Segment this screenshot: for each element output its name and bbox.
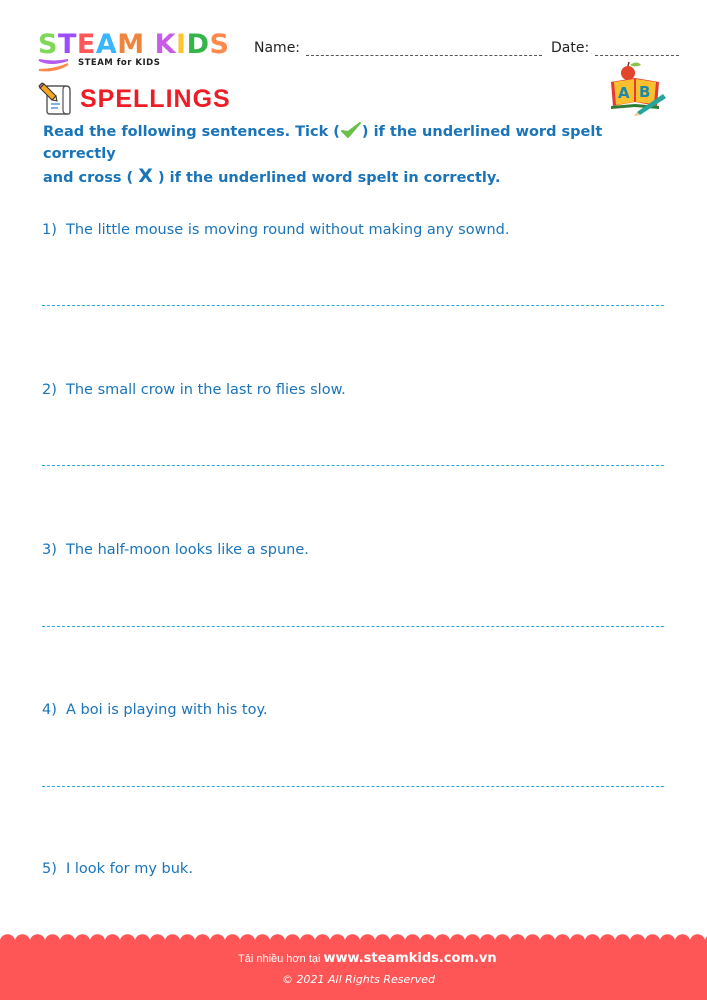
svg-text:A: A <box>618 84 630 102</box>
question-number: 4) <box>42 702 57 718</box>
apple-book-icon <box>607 60 667 116</box>
logo-letter: S <box>38 29 58 60</box>
question-text: The half-moon looks like a spune. <box>66 542 309 558</box>
scalloped-edge <box>0 932 707 942</box>
logo-wordmark <box>38 31 229 59</box>
checkmark-icon <box>340 121 362 139</box>
pencil-paper-icon <box>38 82 72 116</box>
logo-letter: D <box>186 29 210 60</box>
question-number: 2) <box>42 382 57 398</box>
question-2 <box>42 382 346 398</box>
instructions <box>43 121 673 189</box>
instructions-text-1: Read the following sentences. Tick ( <box>43 124 340 140</box>
answer-line-1[interactable] <box>42 305 664 306</box>
question-text: The little mouse is moving round without making any sownd. <box>66 222 510 238</box>
question-text: A boi is playing with his toy. <box>66 702 268 718</box>
logo-letter: K <box>154 29 177 60</box>
worksheet-title <box>38 81 231 117</box>
instructions-text-4: ) if the underlined word spelt in correctly. <box>157 170 501 186</box>
logo-swoosh-icon <box>38 57 72 73</box>
question-4 <box>42 702 268 718</box>
footer-copyright: © 2021 All Rights Reserved <box>282 973 436 986</box>
question-1 <box>42 222 509 238</box>
instructions-text-2: ) if the underlined word spelt correctly <box>43 124 603 162</box>
logo-letter: A <box>95 29 118 60</box>
name-field[interactable] <box>254 40 542 56</box>
question-number: 3) <box>42 542 57 558</box>
answer-line-2[interactable] <box>42 465 664 466</box>
question-number: 5) <box>42 861 57 877</box>
question-text: I look for my buk. <box>66 861 193 877</box>
logo-letter: M <box>117 29 145 60</box>
page-title: SPELLINGS <box>80 84 231 113</box>
cross-icon: X <box>138 165 153 187</box>
logo-letter: S <box>209 29 230 60</box>
logo-letter: T <box>57 29 77 60</box>
name-blank-line[interactable] <box>306 44 542 56</box>
date-field[interactable] <box>551 40 679 56</box>
date-label: Date: <box>551 40 590 56</box>
question-3 <box>42 542 309 558</box>
date-blank-line[interactable] <box>595 44 679 56</box>
footer-download-text <box>238 951 497 966</box>
answer-line-4[interactable] <box>42 786 664 787</box>
footer-prefix: Tải nhiều hơn tại <box>238 953 324 965</box>
logo-letter: I <box>176 29 187 60</box>
answer-line-3[interactable] <box>42 626 664 627</box>
question-5 <box>42 861 193 877</box>
logo-subtitle: STEAM for KIDS <box>78 58 161 68</box>
svg-text:B: B <box>639 83 651 101</box>
logo-letter: E <box>76 29 96 60</box>
footer-website-link[interactable]: www.steamkids.com.vn <box>323 951 497 966</box>
footer <box>0 940 707 1000</box>
question-number: 1) <box>42 222 57 238</box>
question-text: The small crow in the last ro flies slow. <box>66 382 346 398</box>
name-label: Name: <box>254 40 301 56</box>
instructions-text-3: and cross ( <box>43 170 134 186</box>
steam-kids-logo <box>38 31 238 71</box>
